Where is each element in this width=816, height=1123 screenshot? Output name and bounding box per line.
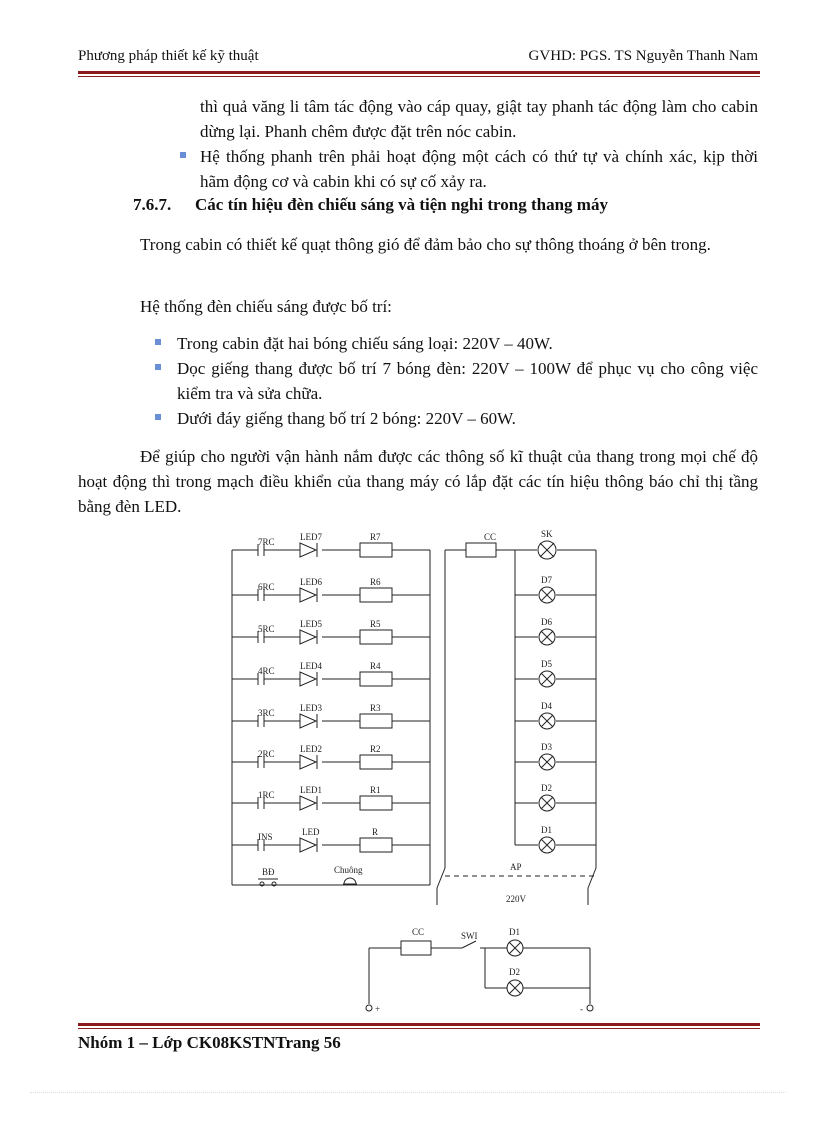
header-left: Phương pháp thiết kế kỹ thuật <box>78 48 259 64</box>
cc2-label: CC <box>412 927 425 937</box>
plus-terminal-label: + <box>375 1004 381 1014</box>
contact-label: 7RC <box>258 537 275 547</box>
led-label: LED3 <box>300 703 322 713</box>
bd-label: BĐ <box>262 867 275 877</box>
cc-label: CC <box>484 532 497 542</box>
led-label: LED6 <box>300 577 322 587</box>
led-label: LED2 <box>300 744 322 754</box>
lamp-label: D4 <box>541 701 552 711</box>
lamp-label: D1 <box>541 825 552 835</box>
contact-label: 2RC <box>258 749 275 759</box>
lamp-label: D2 <box>541 783 552 793</box>
resistor-label: R2 <box>370 744 381 754</box>
bullet-item: Dọc giếng thang được bố trí 7 bóng đèn: 220V – 100W để phục vụ cho công việc kiểm tra và sửa chữa. <box>177 359 758 403</box>
footer-rule-thick <box>78 1023 760 1026</box>
contact-label: INS <box>258 832 273 842</box>
contact-label: 4RC <box>258 666 275 676</box>
lamp-d2-label: D2 <box>509 967 520 977</box>
header-right: GVHD: PGS. TS Nguyễn Thanh Nam <box>528 48 758 64</box>
resistor-label: R3 <box>370 703 381 713</box>
section-number: 7.6.7. <box>133 195 172 214</box>
resistor-label: R5 <box>370 619 381 629</box>
paragraph-continuation: thì quả văng li tâm tác động vào cáp quay, giật tay phanh tác động làm cho cabin dừng lại. Phanh chêm được đặt trên nóc cabin. <box>200 97 758 141</box>
resistor-label: R4 <box>370 661 381 671</box>
voltage-label: 220V <box>506 894 526 904</box>
bullet-item: Dưới đáy giếng thang bố trí 2 bóng: 220V – 60W. <box>177 409 516 428</box>
led-label: LED4 <box>300 661 322 671</box>
resistor-label: R <box>372 827 379 837</box>
lamp-label: D6 <box>541 617 552 627</box>
paragraph-lighting: Hệ thống đèn chiếu sáng được bố trí: <box>140 297 392 316</box>
bullet-brake: Hệ thống phanh trên phải hoạt động một cách có thứ tự và chính xác, kịp thời hãm động cơ và cabin khi có sự cố xảy ra. <box>200 147 758 191</box>
switch-label: SWI <box>461 931 478 941</box>
page-footer: Nhóm 1 – Lớp CK08KSTNTrang 56 <box>78 1033 341 1052</box>
lamp-label: D7 <box>541 575 552 585</box>
led-label: LED <box>302 827 320 837</box>
led-label: LED7 <box>300 532 322 542</box>
resistor-label: R7 <box>370 532 381 542</box>
led-label: LED1 <box>300 785 322 795</box>
sk-label: SK <box>541 529 553 539</box>
contact-label: 3RC <box>258 708 275 718</box>
bullet-item: Trong cabin đặt hai bóng chiếu sáng loại: 220V – 40W. <box>177 334 553 353</box>
footer-rule-thin <box>78 1028 760 1029</box>
contact-label: 5RC <box>258 624 275 634</box>
contact-label: 1RC <box>258 790 275 800</box>
section-title: Các tín hiệu đèn chiếu sáng và tiện nghi trong thang máy <box>195 195 608 214</box>
bell-label: Chuông <box>334 865 363 875</box>
ap-label: AP <box>510 862 522 872</box>
led-label: LED5 <box>300 619 322 629</box>
contact-label: 6RC <box>258 582 275 592</box>
lamp-label: D3 <box>541 742 552 752</box>
lamp-label: D5 <box>541 659 552 669</box>
page-bottom-divider <box>30 1092 786 1093</box>
resistor-label: R1 <box>370 785 381 795</box>
lamp-d1-label: D1 <box>509 927 520 937</box>
paragraph-fan: Trong cabin có thiết kế quạt thông gió để đảm bảo cho sự thông thoáng ở bên trong. <box>140 235 711 254</box>
resistor-label: R6 <box>370 577 381 587</box>
minus-terminal-label: - <box>580 1004 583 1014</box>
paragraph-led: Để giúp cho người vận hành nắm được các thông số kĩ thuật của thang trong mọi chế độ hoạt động thì trong mạch điều khiển của thang máy có lắp đặt các tín hiệu thông báo chỉ thị tầng bằng đèn LED. <box>78 447 758 516</box>
